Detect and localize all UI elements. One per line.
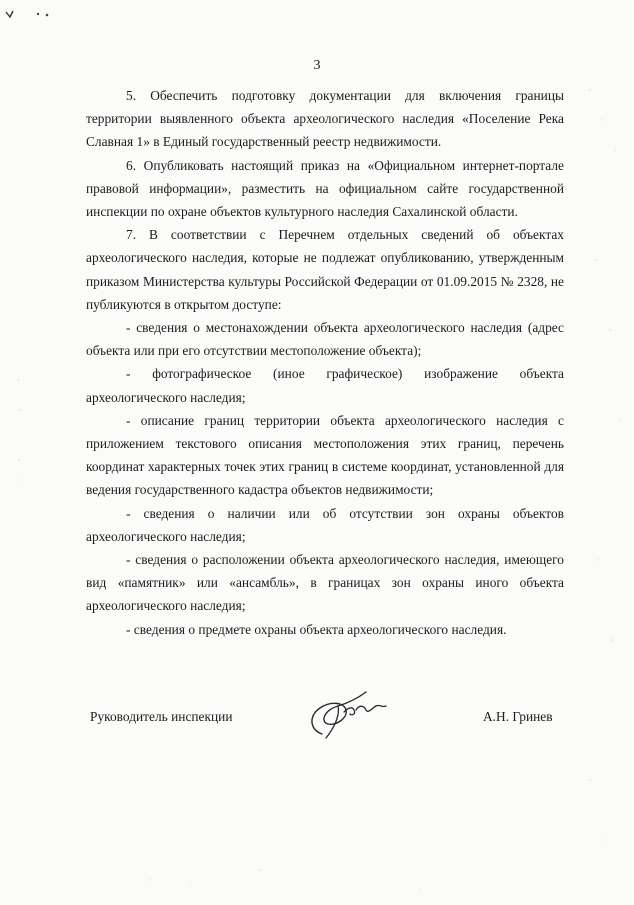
list-item: - фотографическое (иное графическое) изображение объекта археологического наследия; [86,366,564,405]
signatory-position: Руководитель инспекции [90,709,233,724]
list-item: - сведения о предмете охраны объекта археологического наследия. [126,621,507,637]
list-item: - описание границ территории объекта археологического наследия с приложением текстового описания местоположения этих границ, перечень координат характерных точек этих границ в системе координат, установленной для ведения государственного кадастра объектов недвижимости; [86,412,564,498]
document-body [86,84,564,641]
page-number: 3 [313,58,321,73]
paragraph-6: 6. Опубликовать настоящий приказ на «Официальном интернет-портале правовой информации», разместить на официальном сайте государственной инспекции по охране объектов культурного наследия Сахалинской области. [86,157,564,220]
list-item: - сведения о расположении объекта археологического наследия, имеющего вид «памятник» или «ансамбль», в границах зон охраны иного объекта археологического наследия; [86,552,564,614]
list-item: - сведения о наличии или об отсутствии зон охраны объектов археологического наследия; [86,505,564,544]
paragraph-7: 7. В соответствии с Перечнем отдельных сведений об объектах археологического наследия, которые не подлежат опубликованию, утвержденным приказом Министерства культуры Российской Федерации от 01.09.2015 № 2328, не публикуются в открытом доступе: [86,227,564,312]
handwritten-signature [300,686,400,746]
signatory-name: А.Н. Гринев [483,709,553,724]
list-item: - сведения о местонахождении объекта археологического наследия (адрес объекта или при его отсутствии местоположение объекта); [86,320,564,359]
scan-marks [0,0,80,30]
paragraph-5: 5. Обеспечить подготовку документации для включения границы территории выявленного объекта археологического наследия «Поселение Река Славная 1» в Единый государственный реестр недвижимости. [86,88,564,150]
